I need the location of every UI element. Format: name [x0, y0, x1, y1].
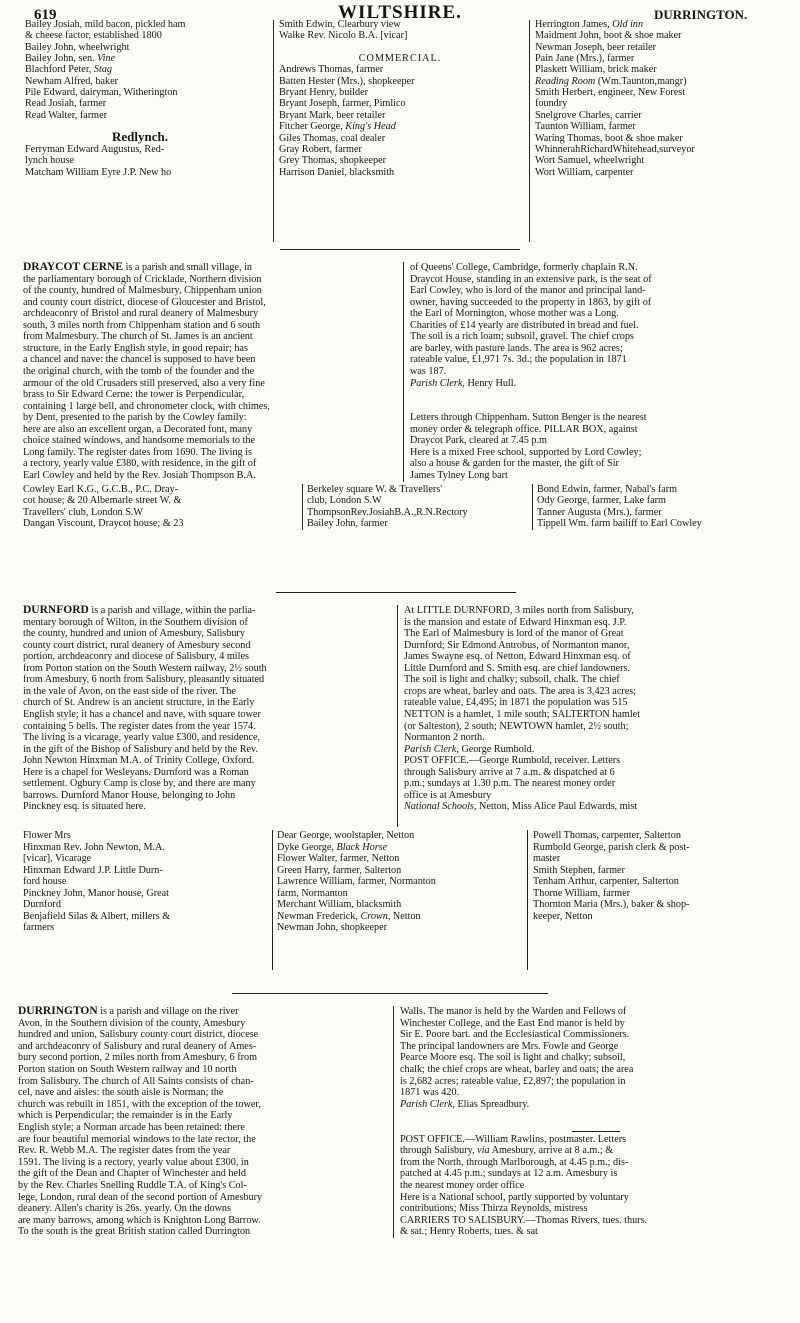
- text-line: POST OFFICE.—George Rumbold, receiver. Letters: [404, 755, 621, 767]
- text-line: Smith Herbert, engineer, New Forest: [535, 87, 686, 99]
- text-line: Long family. The register dates from 1690. The living is: [23, 446, 252, 458]
- text-line: Grey Thomas, shopkeeper: [279, 155, 387, 167]
- text-line: church was rebuilt in 1851, with the exception of the tower,: [18, 1098, 261, 1110]
- text-line: choice stained windows, and handsome memorials to the: [23, 435, 255, 447]
- county-title: WILTSHIRE.: [338, 2, 462, 23]
- text-line: Bryant Mark, beer retailer: [279, 109, 386, 121]
- text-line: Bailey Josiah, mild bacon, pickled ham: [25, 19, 186, 30]
- text-line: in the vale of Avon, on the east side of the river. The: [23, 685, 236, 697]
- column-rule: [273, 20, 274, 242]
- text-line: cot house; & 20 Albemarle street W. &: [23, 495, 182, 507]
- text-line: farm, Normanton: [277, 887, 348, 899]
- text-line: Read Josiah, farmer: [25, 98, 107, 110]
- text-line: Wort Samuel, wheelwright: [535, 155, 645, 167]
- text-line: Rumbold George, parish clerk & post-: [533, 841, 690, 853]
- text-line: Blachford Peter, Stag: [25, 64, 113, 76]
- text-line: CARRIERS TO SALISBURY.—Thomas Rivers, tues. thurs.: [400, 1214, 648, 1226]
- text-line: Charities of £14 yearly are distributed in bread and fuel.: [410, 319, 639, 331]
- text-line: money order & telegraph office. PILLAR BOX, against: [410, 423, 638, 435]
- text-line: James Tylney Long bart: [410, 469, 508, 481]
- text-line: Newman Frederick, Crown, Netton: [277, 910, 421, 922]
- text-line: The soil is light and chalky; subsoil, chalk. The chief: [404, 674, 620, 686]
- text-line: Batten Hester (Mrs.), shopkeeper: [279, 75, 415, 87]
- text-line: DURRINGTON is a parish and village on the river: [18, 1005, 239, 1017]
- column-rule: [529, 20, 530, 242]
- text-line: brass to Sir Edward Cerne: the tower is Perpendicular,: [23, 389, 245, 401]
- text-line: armour of the old Crusaders still preserved, also a very fine: [23, 377, 265, 389]
- text-line: Newman John, shopkeeper: [277, 922, 388, 933]
- text-line: Cowley Earl K.G., G.C.B., P.C. Dray-: [23, 484, 179, 495]
- text-line: a rectory, yearly value £380, with residence, in the gift of: [23, 458, 257, 470]
- text-line: the parliamentary borough of Cricklade, Northern division: [23, 273, 262, 285]
- text-line: Letters through Chippenham. Sutton Benger is the nearest: [410, 412, 647, 424]
- text-line: Parish Clerk, Elias Spreadbury.: [400, 1098, 530, 1110]
- text-line: barrows. Durnford Manor House, belonging to John: [23, 789, 236, 801]
- text-line: Pile Edward, dairyman, Witherington: [25, 87, 178, 99]
- text-line: containing 1 large bell, and chronometer clock, with chimes,: [23, 400, 270, 412]
- text-line: county court district, rural deanery of Amesbury second: [23, 639, 251, 651]
- text-line: Waring Thomas, boot & shoe maker: [535, 132, 683, 144]
- text-line: a chancel and nave: the chancel is supposed to have been: [23, 354, 256, 366]
- column-rule: [527, 830, 528, 970]
- text-line: Parish Clerk, Henry Hull.: [410, 377, 517, 389]
- text-line: Bryant Joseph, farmer, Pimlico: [279, 98, 406, 110]
- subsection-heading: Redlynch.: [112, 128, 168, 144]
- text-line: bury second portion, 2 miles north from Amesbury, 6 from: [18, 1052, 257, 1064]
- text-line: rateable value, £4,495; in 1871 the population was 515: [404, 697, 628, 709]
- text-line: Green Harry, farmer, Salterton: [277, 864, 402, 876]
- text-line: the nearest money order office: [400, 1180, 525, 1191]
- text-line: Draycot Park, cleared at 7.45 p.m: [410, 435, 547, 447]
- text-line: Pinckney esq. is situated here.: [23, 801, 146, 813]
- text-line: chalk; the chief crops are wheat, barley and oats; the area: [400, 1064, 634, 1075]
- text-line: of the county, hundred of Malmesbury, Chippenham union: [23, 285, 262, 297]
- text-line: Berkeley square W. & Travellers': [307, 484, 443, 495]
- text-line: English style; it has a chancel and nave, with square tower: [23, 708, 261, 720]
- text-line: Hinxman Rev. John Newton, M.A.: [23, 841, 165, 853]
- text-line: Here is a chapel for Wesleyans. Durnford was a Roman: [23, 766, 249, 778]
- column-rule: [403, 262, 404, 482]
- text-line: WhinnerahRichardWhitehead,surveyor: [535, 143, 695, 155]
- text-line: here are also an excellent organ, a Decorated font, many: [23, 423, 253, 435]
- text-line: Lawrence William, farmer, Normanton: [277, 876, 436, 887]
- text-line: Rev. R. Webb M.A. The register dates from the year: [18, 1145, 231, 1157]
- text-line: Little Durnford and S. Smith esq. are chief landowners.: [404, 662, 631, 674]
- text-line: farmers: [23, 922, 55, 933]
- text-line: Fitcher George, King's Head: [279, 121, 396, 133]
- text-line: Pain Jane (Mrs.), farmer: [535, 53, 635, 65]
- text-line: the county, hundred and union of Amesbury, Salisbury: [23, 628, 245, 640]
- text-line: Winchester College, and the East End manor is held by: [400, 1017, 625, 1029]
- text-line: Gray Robert, farmer: [279, 143, 362, 155]
- text-line: Hinxman Edward J.P. Little Durn-: [23, 864, 163, 876]
- text-line: Durnford: [23, 899, 61, 910]
- text-line: Tanner Augusta (Mrs.), farmer: [537, 506, 662, 518]
- text-line: Reading Room (Wm.Taunton,mangr): [535, 75, 687, 87]
- text-line: crops are wheat, barley and oats. The area is 3,423 acres;: [404, 685, 637, 697]
- text-line: NETTON is a hamlet, 1 mile south; SALTERTON hamlet: [404, 708, 641, 720]
- text-line: of Queens' College, Cambridge, formerly chaplain R.N.: [410, 262, 638, 273]
- text-line: keeper, Netton: [533, 910, 593, 922]
- text-line: from Malmesbury. The church of St. James is an ancient: [23, 331, 253, 343]
- text-line: ford house: [23, 876, 67, 887]
- text-line: are many barrows, among which is Knighton Long Barrow.: [18, 1214, 261, 1226]
- text-line: Newham Alfred, baker: [25, 75, 119, 87]
- text-line: Pinckney John, Manor house, Great: [23, 887, 169, 899]
- text-line: the gift of the Dean and Chapter of Winchester and held: [18, 1168, 246, 1180]
- text-line: rateable value, £1,971 7s. 3d.; the population in 1871: [410, 354, 627, 366]
- text-line: from Porton station on the South Western railway, 2½ south: [23, 662, 267, 674]
- text-line: Tippell Wm. farm bailiff to Earl Cowley: [537, 518, 702, 530]
- text-line: Draycot House, standing in an extensive park, is the seat of: [410, 273, 652, 285]
- text-line: John Newton Hinxman M.A. of Trinity College, Oxford.: [23, 755, 255, 767]
- text-line: from Amesbury, 6 north from Salisbury, pleasantly situated: [23, 674, 265, 686]
- text-line: Ody George, farmer, Lake farm: [537, 495, 666, 507]
- text-line: Smith Stephen, farmer: [533, 864, 625, 876]
- text-line: Tenham Arthur, carpenter, Salterton: [533, 876, 679, 887]
- text-line: also a house & garden for the master, the gift of Sir: [410, 458, 619, 470]
- text-line: The principal landowners are Mrs. Fowle and George: [400, 1040, 619, 1052]
- text-line: the original church, with the tomb of the founder and the: [23, 365, 255, 377]
- text-line: Porton station on South Western railway and 10 north: [18, 1064, 237, 1075]
- text-line: are barley, with pasture lands. The area is 962 acres;: [410, 342, 623, 354]
- text-line: To the south is the great British station called Durrington: [18, 1226, 251, 1238]
- text-line: in the gift of the Bishop of Salisbury and held by the Rev.: [23, 743, 259, 755]
- section-rule: [276, 592, 516, 593]
- text-line: Herrington James, Old inn: [535, 19, 644, 30]
- text-line: master: [533, 853, 561, 864]
- text-line: Here is a National school, partly supported by voluntary: [400, 1191, 629, 1203]
- text-line: Thorne William, farmer: [533, 887, 630, 899]
- text-line: Wort William, carpenter: [535, 166, 634, 178]
- text-line: and county court district, diocese of Gloucester and Bristol,: [23, 296, 266, 308]
- text-line: Pearce Moore esq. The soil is light and chalky; subsoil,: [400, 1052, 626, 1064]
- text-line: patched at 4.45 p.m.; sundays at 12 a.m. Amesbury is: [400, 1168, 618, 1180]
- text-line: office is at Amesbury: [404, 789, 492, 801]
- text-line: [vicar], Vicarage: [23, 853, 92, 864]
- text-line: Earl Cowley and held by the Rev. Josiah Thompson B.A.: [23, 469, 256, 481]
- column-rule: [272, 830, 273, 970]
- text-line: Sir E. Poore bart. and the Ecclesiastical Commissioners.: [400, 1029, 630, 1041]
- text-line: by Dent, presented to the parish by the Cowley family:: [23, 412, 247, 424]
- section-rule: [280, 249, 520, 250]
- text-line: Walke Rev. Nicolo B.A. [vicar]: [279, 30, 408, 42]
- text-line: DRAYCOT CERNE is a parish and small village, in: [23, 261, 253, 273]
- text-line: The soil is a rich loam; subsoil, gravel. The chief crops: [410, 331, 634, 343]
- text-line: Bailey John, farmer: [307, 518, 388, 530]
- text-line: is the mansion and estate of Edward Hinxman esq. J.P.: [404, 616, 627, 628]
- column-rule: [393, 1006, 394, 1238]
- text-line: Bailey John, sen. Vine: [25, 53, 116, 65]
- text-line: 1591. The living is a rectory, yearly value about £300, in: [18, 1156, 249, 1168]
- text-line: (or Salteston), 2 south; NEWTOWN hamlet, 2½ south;: [404, 720, 629, 732]
- text-line: Andrews Thomas, farmer: [279, 64, 384, 76]
- column-rule: [397, 605, 398, 827]
- text-line: lege, London, rural dean of the second portion of Amesbury: [18, 1191, 263, 1203]
- text-line: contributions; Miss Thirza Reynolds, mistress: [400, 1203, 588, 1215]
- text-line: Normanton 2 north.: [404, 732, 485, 744]
- text-line: Benjafield Silas & Albert, millers &: [23, 910, 171, 922]
- text-line: containing 5 bells. The register dates from the year 1574.: [23, 720, 256, 732]
- text-line: Parish Clerk, George Rumbold.: [404, 743, 535, 755]
- text-line: and archdeaconry of Salisbury and rural deanery of Ames-: [18, 1040, 257, 1052]
- text-line: settlement. Ogbury Camp is close by, and there are many: [23, 778, 256, 790]
- text-line: DURNFORD is a parish and village, within the parlia-: [23, 604, 256, 616]
- column-rule: [532, 484, 533, 530]
- text-line: Durnford; Sir Edmond Antrobus, of Normanton manor,: [404, 639, 630, 651]
- text-line: which is Perpendicular; the remainder is in the Early: [18, 1110, 233, 1122]
- text-line: Plaskett William, brick maker: [535, 64, 657, 76]
- text-line: was 187.: [410, 365, 447, 377]
- text-line: the Earl of Mornington, whose mother was a Long.: [410, 308, 619, 320]
- text-line: Thornton Maria (Mrs.), baker & shop-: [533, 899, 690, 910]
- text-line: National Schools, Netton, Miss Alice Paul Edwards, mist: [404, 801, 638, 813]
- text-line: Harrison Daniel, blacksmith: [279, 166, 395, 178]
- text-line: foundry: [535, 98, 568, 110]
- text-line: Maidment John, boot & shoe maker: [535, 30, 682, 42]
- text-line: archdeaconry of Bristol and rural deanery of Malmesbury: [23, 308, 259, 320]
- text-line: Travellers' club, London S.W: [23, 506, 144, 518]
- text-line: & cheese factor, established 1800: [25, 30, 162, 42]
- text-line: by the Rev. Charles Snelling Ruddle T.A. of King's Col-: [18, 1180, 247, 1191]
- text-line: from the North, through Marlborough, at 4.45 p.m.; dis-: [400, 1156, 629, 1168]
- text-line: mentary borough of Wilton, in the Southern division of: [23, 616, 248, 628]
- text-line: p.m.; sundays at 1.30 p.m. The nearest money order: [404, 778, 616, 790]
- section-rule: [232, 993, 548, 994]
- text-line: portion, archdeaconry and diocese of Salisbury, 4 miles: [23, 651, 249, 663]
- text-line: Newman Joseph, beer retailer: [535, 41, 657, 53]
- text-line: are four beautiful memorial windows to the late rector, the: [18, 1133, 256, 1145]
- text-line: church of St. Andrew is an ancient structure, in the Early: [23, 697, 255, 709]
- text-line: is 2,682 acres; rateable value, £2,897; the population in: [400, 1075, 626, 1087]
- text-line: south, 3 miles north from Chippenham station and 6 south: [23, 319, 261, 331]
- text-line: through Salisbury, via Amesbury, arrive at 8 a.m.; &: [400, 1145, 614, 1157]
- text-line: through Salisbury arrive at 7 a.m. & dispatched at 6: [404, 766, 615, 778]
- section-rule: [572, 1131, 620, 1132]
- text-line: Bailey John, wheelwright: [25, 41, 130, 53]
- page-number: 619: [34, 7, 57, 23]
- text-line: Giles Thomas, coal dealer: [279, 132, 386, 144]
- text-line: from Salisbury. The church of All Saints consists of chan-: [18, 1075, 254, 1087]
- text-line: Dyke George, Black Horse: [277, 841, 388, 853]
- text-line: club, London S.W: [307, 495, 382, 507]
- text-line: English style; a Norman arcade has been retained: there: [18, 1122, 245, 1133]
- text-line: Earl Cowley, who is lord of the manor and principal land-: [410, 285, 646, 297]
- text-line: The Earl of Malmesbury is lord of the manor of Great: [404, 628, 624, 640]
- text-line: Dangan Viscount, Draycot house; & 23: [23, 518, 184, 530]
- text-line: & sat.; Henry Roberts, tues. & sat: [400, 1226, 538, 1238]
- text-line: deanery. Allen's charity is 26s. yearly. On the downs: [18, 1203, 231, 1215]
- text-line: At LITTLE DURNFORD, 3 miles north from Salisbury,: [404, 605, 634, 616]
- text-line: Here is a mixed Free school, supported by Lord Cowley;: [410, 446, 642, 458]
- text-line: Smith Edwin, Clearbury view: [279, 19, 401, 30]
- subsection-heading: COMMERCIAL.: [358, 53, 442, 65]
- text-line: lynch house: [25, 155, 74, 167]
- text-line: Bond Edwin, farmer, Nabal's farm: [537, 484, 678, 495]
- text-line: 1871 was 420.: [400, 1087, 460, 1099]
- text-line: POST OFFICE.—William Rawlins, postmaster. Letters: [400, 1133, 627, 1145]
- text-line: Read Walter, farmer: [25, 109, 108, 121]
- text-line: ThompsonRev.JosiahB.A.,R.N.Rectory: [307, 506, 468, 518]
- text-line: Avon, in the Southern division of the county, Amesbury: [18, 1017, 246, 1029]
- text-line: structure, in the Early English style, in good repair; has: [23, 342, 248, 354]
- text-line: Powell Thomas, carpenter, Salterton: [533, 830, 681, 841]
- text-line: hundred and union, Salisbury county court district, diocese: [18, 1029, 259, 1041]
- text-line: Merchant William, blacksmith: [277, 899, 402, 910]
- place-header: DURRINGTON.: [654, 7, 748, 22]
- text-line: James Swayne esq. of Netton, Edward Hinxman esq. of: [404, 651, 631, 663]
- text-line: Flower Mrs: [23, 830, 71, 841]
- text-line: Bryant Henry, builder: [279, 87, 369, 99]
- text-line: Matcham William Eyre J.P. New ho: [25, 166, 172, 178]
- text-line: Taunton William, farmer: [535, 121, 636, 133]
- text-line: Walls. The manor is held by the Warden and Fellows of: [400, 1006, 627, 1017]
- text-line: Flower Walter, farmer, Netton: [277, 853, 400, 864]
- text-line: The living is a vicarage, yearly value £300, and residence,: [23, 732, 261, 744]
- text-line: Snelgrove Charles, carrier: [535, 109, 642, 121]
- text-line: Dear George, woolstapler, Netton: [277, 830, 415, 841]
- text-line: owner, having succeeded to the property in 1863, by gift of: [410, 296, 652, 308]
- column-rule: [302, 484, 303, 530]
- text-line: Ferryman Edward Augustus, Red-: [25, 143, 165, 155]
- text-line: cel, nave and aisles: the south aisle is Norman; the: [18, 1087, 224, 1099]
